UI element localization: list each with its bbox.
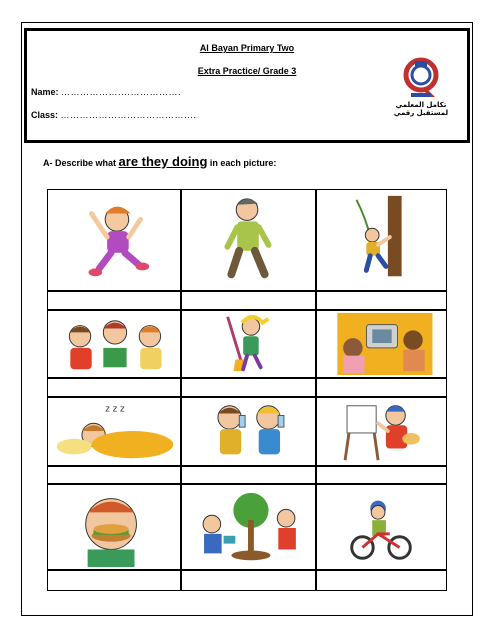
eating-burger-icon [48,485,180,569]
picture-cell [316,397,447,466]
picture-cell [316,189,447,291]
riding-bike-icon [317,485,446,569]
svg-text:z z z: z z z [105,404,125,415]
answer-box[interactable] [316,291,447,310]
instruction-emphasis: are they doing [118,154,208,169]
watching-tv-icon [317,311,446,377]
answer-box[interactable] [181,378,316,397]
picture-cell [47,310,181,378]
class-field[interactable] [31,110,197,120]
answer-box[interactable] [316,466,447,484]
answer-box[interactable] [47,378,181,397]
picture-cell [181,484,316,570]
picture-cell [181,310,316,378]
climbing-boy-icon [317,190,446,290]
worksheet-header [24,28,470,143]
picture-cell [47,397,181,466]
picture-cell [316,484,447,570]
instruction-suffix: in each picture: [207,158,277,168]
school-name: Al Bayan Primary Two [199,43,295,53]
watering-plant-icon [182,485,315,569]
instruction-prefix: A- Describe what [43,158,119,168]
exercise-instruction [43,154,276,169]
picture-cell [181,189,316,291]
answer-box[interactable] [181,466,316,484]
logo-caption: تكامل المعلمي لمستقبل رقمي [393,101,449,117]
name-blank[interactable]: ……………….………………. [61,87,182,97]
picture-cell [47,189,181,291]
reading-children-icon [48,311,180,377]
answer-box[interactable] [47,291,181,310]
answer-box[interactable] [316,570,447,591]
drinking-kids-icon [182,398,315,465]
walking-man-icon [182,190,315,290]
answer-box[interactable] [181,570,316,591]
class-label: Class: [31,110,59,120]
painting-boy-icon [317,398,446,465]
picture-cell [47,484,181,570]
school-logo [381,53,461,117]
class-blank[interactable]: ……………………………………. [60,110,197,120]
jumping-girl-icon [48,190,180,290]
name-label: Name: [31,87,59,97]
answer-box[interactable] [181,291,316,310]
picture-cell [316,310,447,378]
picture-grid [47,189,447,591]
writing-line [53,377,423,378]
answer-box[interactable] [47,570,181,591]
answer-box[interactable] [316,378,447,397]
answer-box[interactable] [47,466,181,484]
worksheet-subtitle: Extra Practice/ Grade 3 [197,66,297,76]
name-field[interactable] [31,87,181,97]
logo-q-icon [381,53,461,101]
sleeping-boy-icon [48,398,180,465]
sweeping-girl-icon [182,311,315,377]
picture-cell [181,397,316,466]
